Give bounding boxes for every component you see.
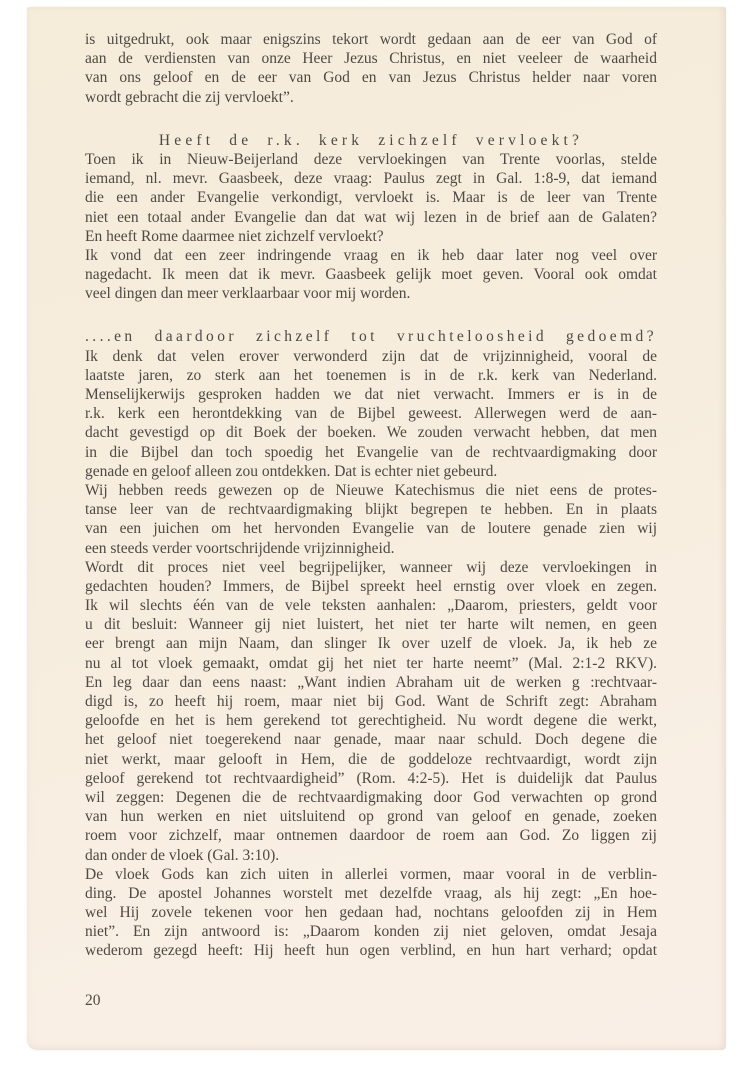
text-line: is uitgedrukt, ook maar enigszins tekort wordt gedaan aan de eer van God of [85,31,657,48]
text-line: in die Bijbel dan toch spoedig het Evangelie van de rechtvaardigmaking door [85,443,657,461]
text-line: digd is, zo heeft hij roem, maar niet bij God. Want de Schrift zegt: Abraham [85,693,657,710]
paragraph [85,150,657,246]
text-line: wil zeggen: Degenen die de rechtvaardigmaking door God verwachten op grond [85,788,657,806]
text-block [85,30,657,1010]
text-line: wordt gebracht die zij vervloekt”. [85,88,294,106]
text-line: wederom gezegd heeft: Hij heeft hun ogen verblind, en hun hart verhard; opdat [85,942,657,960]
text-line: niet”. En zijn antwoord is: „Daarom konden zij niet geloven, omdat Jesaja [85,923,657,941]
text-line: wel Hij zovele tekenen voor hen gedaan had, nochtans geloofden zij in Hem [85,904,657,922]
text-line: Menselijkerwijs gesproken hadden we dat niet verwacht. Immers er is in de [85,386,657,403]
text-line: Ik wil slechts één van de vele teksten aanhalen: „Daarom, priesters, geldt voor [85,597,657,615]
heading-heeft-de-rk-kerk: Heeft de r.k. kerk zichzelf vervloekt? [158,131,584,149]
text-line: iemand, nl. mevr. Gaasbeek, deze vraag: Paulus zegt in Gal. 1:8-9, dat iemand [85,170,657,188]
page-number: 20 [85,991,101,1009]
text-line: geloofde en het is hem gerekend tot gerechtigheid. Nu wordt degene die werkt, [85,712,657,730]
text-line: geloof gerekend tot rechtvaardigheid” (Rom. 4:2-5). Het is duidelijk dat Paulus [85,769,657,787]
text-line: eer brengt aan mijn Naam, dan slinger Ik over uzelf de vloek. Ja, ik heb ze [85,635,657,653]
paragraph [85,865,657,961]
paragraph [85,30,657,107]
text-line: een steeds verder voortschrijdende vrijzinnigheid. [85,539,395,557]
text-line: van een juichen om het hervonden Evangelie van de loutere genade zien wij [85,520,657,538]
text-line: roem voor zichzelf, maar ontnemen daardoor de roem aan God. Zo liggen zij [85,827,657,845]
text-line: niet werkt, maar gelooft in Hem, die de goddeloze rechtvaardigt, wordt zijn [85,750,657,768]
text-line: ding. De apostel Johannes worstelt met dezelfde vraag, als hij zegt: „En hoe- [85,884,657,902]
text-line: Wij hebben reeds gewezen op de Nieuwe Katechismus die niet eens de protes- [85,481,657,499]
paragraph [85,558,657,865]
text-line: En leg daar dan eens naast: „Want indien Abraham uit de werken g :rechtvaar- [85,673,657,691]
paragraph [85,481,657,558]
text-line: De vloek Gods kan zich uiten in allerlei vormen, maar vooral in de verblin- [85,865,657,883]
text-line: Ik vond dat een zeer indringende vraag en ik heb daar later nog veel over [85,246,657,264]
text-line: Toen ik in Nieuw-Beijerland deze vervloekingen van Trente voorlas, stelde [85,150,657,168]
text-line: u dit besluit: Wanneer gij niet luistert, het niet ter harte wilt nemen, en geen [85,616,657,634]
text-line: laatste jaren, zo sterk aan het toenemen is in de r.k. kerk van Nederland. [85,366,657,384]
text-line: dacht gevestigd op dit Boek der boeken. We zouden verwacht hebben, dat men [85,424,657,442]
book-page [27,7,726,1050]
text-line: Wordt dit proces niet veel begrijpelijker, wanneer wij deze vervloekingen in [85,558,657,576]
text-line: r.k. kerk een herontdekking van de Bijbel geweest. Allerwegen werd de aan- [85,405,657,423]
text-line: nu al tot vloek gemaakt, omdat gij het niet ter harte neemt” (Mal. 2:1-2 RKV). [85,654,657,672]
text-line: niet een totaal ander Evangelie dan dat wat wij lezen in de brief aan de Galaten? [85,208,657,226]
text-line: nagedacht. Ik meen dat ik mevr. Gaasbeek gelijk moet geven. Vooral ook omdat [85,266,657,284]
paragraph [85,347,657,481]
text-line: veel dingen dan meer verklaarbaar voor mij worden. [85,285,411,303]
text-line: het geloof niet toegerekend naar genade, maar naar schuld. Doch degene die [85,731,657,749]
text-line: aan de verdiensten van onze Heer Jezus Christus, en niet veeleer de waarheid [85,50,657,68]
text-line: Ik denk dat velen erover verwonderd zijn dat de vrijzinnigheid, vooral de [85,347,657,365]
text-line: gedachten houden? Immers, de Bijbel spreekt heel ernstig over vloek en zegen. [85,577,657,595]
text-line: tanse leer van de rechtvaardigmaking blijkt begrepen te hebben. En in plaats [85,501,657,519]
heading-vruchteloosheid-gedoemd: ....en daardoor zichzelf tot vruchteloosheid gedoemd? [85,328,657,346]
text-line: dan onder de vloek (Gal. 3:10). [85,846,280,864]
text-line: van ons geloof en de eer van God en van Jezus Christus helder naar voren [85,69,657,87]
text-line: die een ander Evangelie verkondigt, vervloekt is. Maar is de leer van Trente [85,189,657,207]
text-line: En heeft Rome daarmee niet zichzelf vervloekt? [85,227,384,245]
text-line: genade en geloof alleen zou ontdekken. Dat is echter niet gebeurd. [85,462,498,480]
paragraph [85,246,657,304]
text-line: van hun werken en niet uitsluitend op grond van geloof en genade, zoeken [85,808,657,826]
